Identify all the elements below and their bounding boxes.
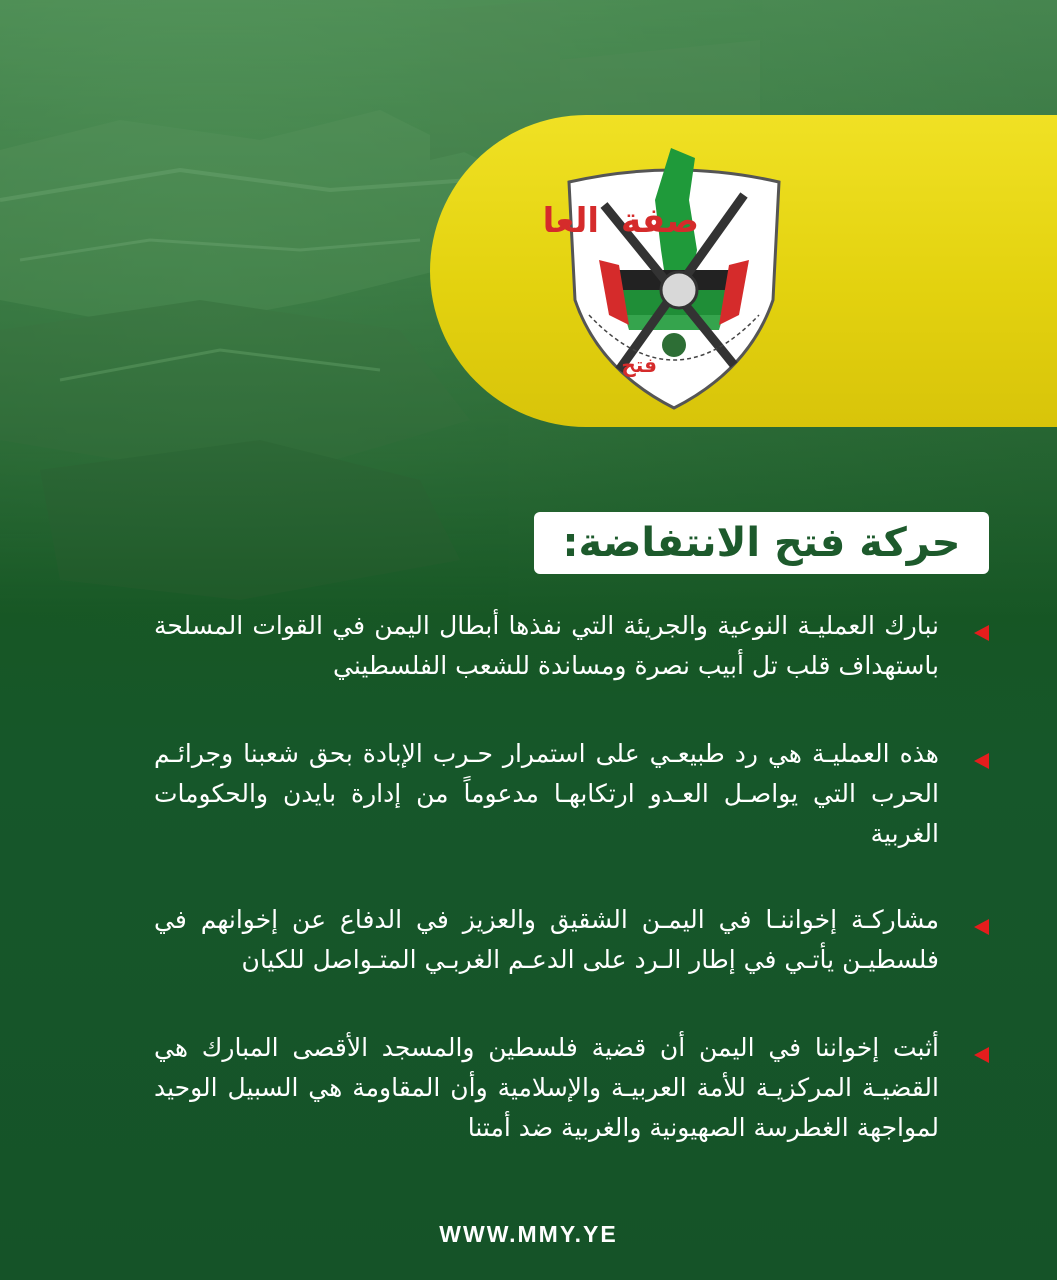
red-triangle-bullet-icon: [974, 625, 989, 641]
list-item: [154, 734, 989, 854]
red-triangle-bullet-icon: [974, 919, 989, 935]
svg-text:ﺻﻔﺔ: ﺻﻔﺔ: [621, 201, 699, 241]
page-title: حركة فتح الانتفاضة:: [562, 520, 961, 566]
fatah-emblem-icon: [542, 140, 799, 415]
svg-text:ﻓﺘﺢ: ﻓﺘﺢ: [621, 353, 657, 377]
list-item: [154, 606, 989, 686]
statement-text: أثبت إخواننا في اليمن أن قضية فلسطين والمسجد الأقصى المبارك هي القضيـة المركزيـة للأمة العربيـة والإسلامية وأن المقاومة هي السبيل الوحيد لمواجهة الغطرسة الصهيونية والغربية ضد أمتنا: [154, 1033, 939, 1142]
statement-text: هذه العمليـة هي رد طبيعـي على استمرار حـرب الإبادة بحق شعبنا وجرائـم الحرب التي يواصـل العـدو ارتكابهـا مدعوماً من إدارة بايدن والحكومات الغربية: [154, 739, 939, 848]
statement-text: مشاركـة إخواننـا في اليمـن الشقيق والعزيز في الدفاع عن إخوانهم في فلسطيـن يأتـي في إطار الـرد على الدعـم الغربـي المتـواصل للكيان: [154, 905, 939, 974]
list-item: [154, 1028, 989, 1148]
svg-text:ﺍﻟﻌﺎ: ﺍﻟﻌﺎ: [542, 201, 599, 241]
red-triangle-bullet-icon: [974, 753, 989, 769]
list-item: [154, 900, 989, 980]
statement-list: [154, 606, 989, 1196]
red-triangle-bullet-icon: [974, 1047, 989, 1063]
website-url: WWW.MMY.YE: [439, 1221, 618, 1247]
statement-text: نبارك العمليـة النوعية والجريئة التي نفذها أبطال اليمن في القوات المسلحة باستهداف قلب تل أبيب نصرة ومساندة للشعب الفلسطيني: [154, 611, 939, 680]
title-box: [534, 512, 989, 574]
